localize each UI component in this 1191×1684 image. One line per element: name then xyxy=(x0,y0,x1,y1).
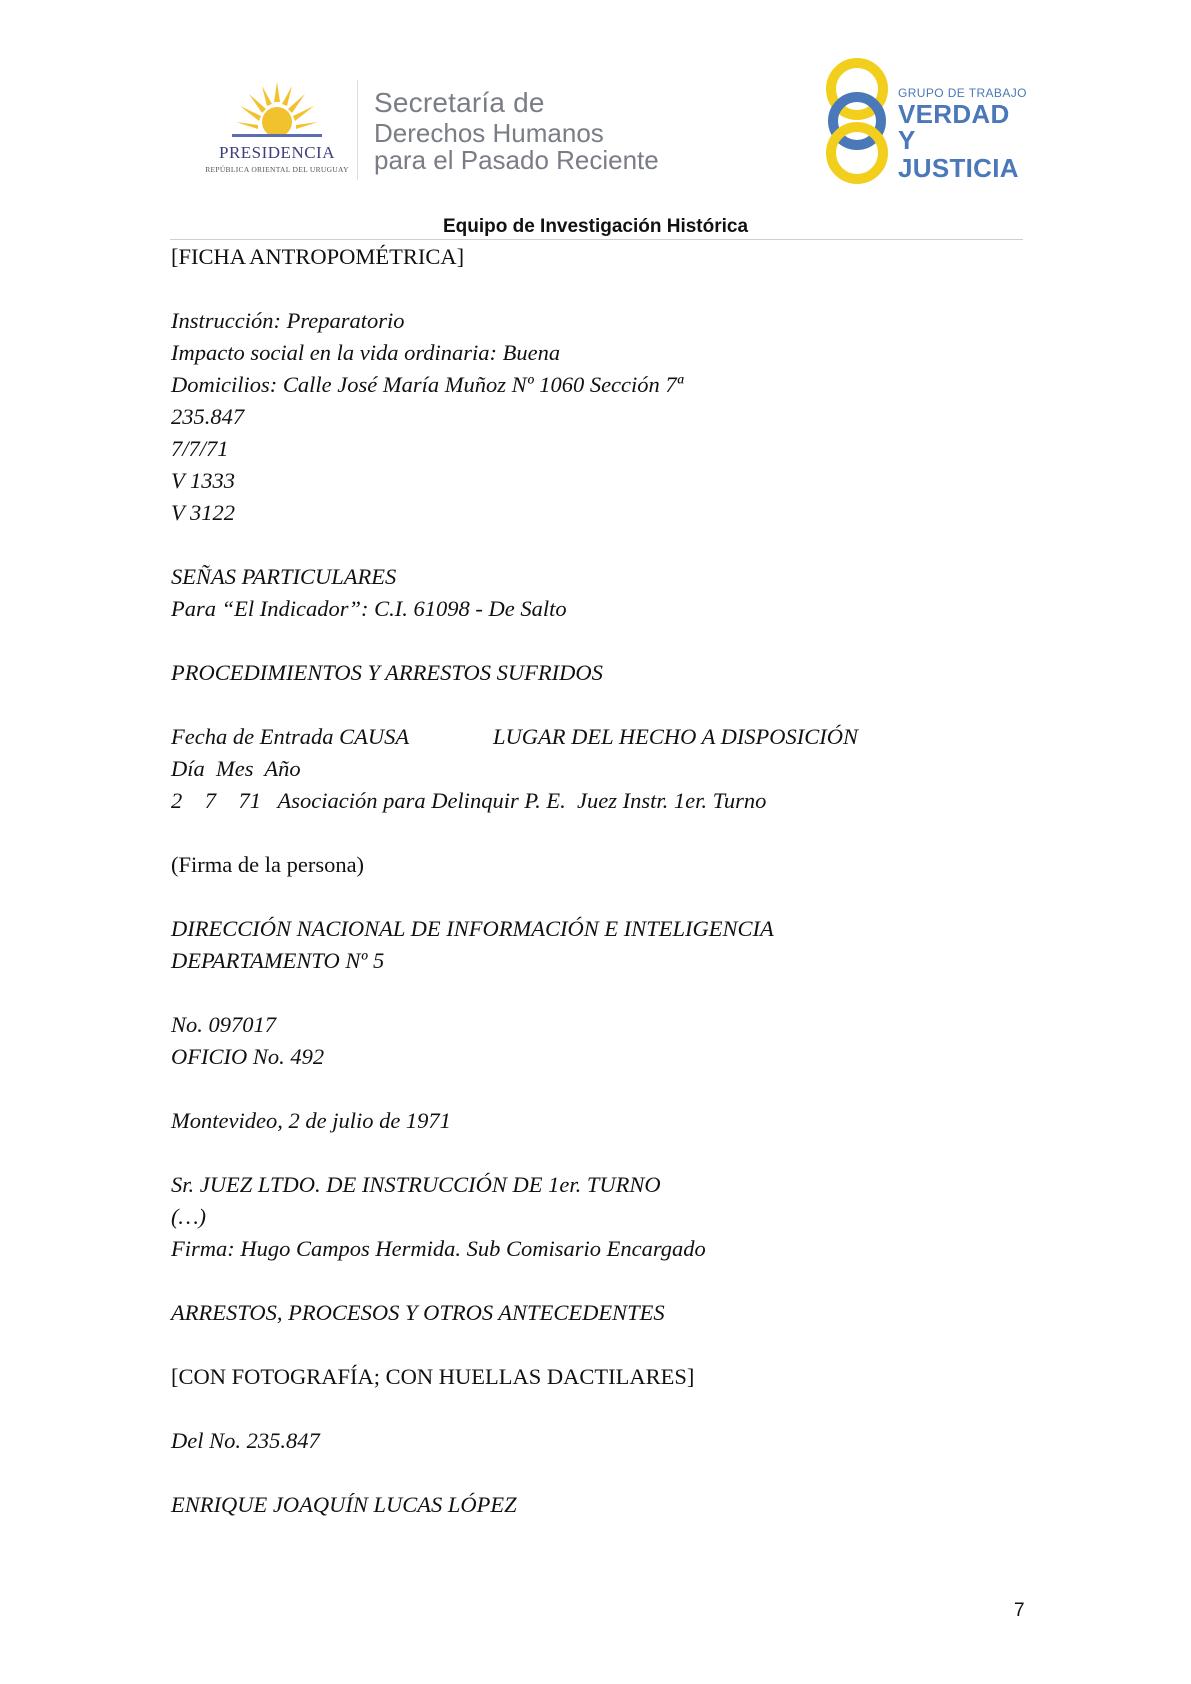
blank-line xyxy=(171,1137,1031,1169)
blank-line xyxy=(171,273,1031,305)
table-row-line: 2 7 71 Asociación para Delinquir P. E. Juez Instr. 1er. Turno xyxy=(171,788,767,813)
blank-line xyxy=(171,1329,1031,1361)
secretaria-logo xyxy=(374,89,659,173)
instruccion-line: Instrucción: Preparatorio xyxy=(171,308,405,333)
blank-line xyxy=(171,817,1031,849)
verdad-justicia-logo xyxy=(822,57,1032,185)
blank-line xyxy=(171,529,1031,561)
verdad-y-label: VERDAD Y xyxy=(898,99,1010,155)
procedimientos-heading: PROCEDIMIENTOS Y ARRESTOS SUFRIDOS xyxy=(171,660,603,685)
presidencia-name: PRESIDENCIA xyxy=(218,143,335,162)
blank-line xyxy=(171,1265,1031,1297)
blank-line xyxy=(171,977,1031,1009)
verdad-justicia-text xyxy=(898,87,1032,181)
interlocked-rings-icon xyxy=(822,57,892,185)
direccion-line: DIRECCIÓN NACIONAL DE INFORMACIÓN E INTELIGENCIA xyxy=(171,916,774,941)
team-title: Equipo de Investigación Histórica xyxy=(442,216,749,237)
numero-line: No. 097017 xyxy=(171,1012,277,1037)
firma-persona-line: (Firma de la persona) xyxy=(171,852,365,877)
domicilios-line: Domicilios: Calle José María Muñoz Nº 1060 Sección 7ª xyxy=(171,372,683,397)
justicia-label: JUSTICIA xyxy=(898,153,1019,183)
arrestos-heading: ARRESTOS, PROCESOS Y OTROS ANTECEDENTES xyxy=(171,1300,665,1325)
departamento-line: DEPARTAMENTO Nº 5 xyxy=(171,948,385,973)
blank-line xyxy=(171,1457,1031,1489)
date-line: 7/7/71 xyxy=(171,436,229,461)
impacto-social-line: Impacto social en la vida ordinaria: Buena xyxy=(171,340,561,365)
signature-line: Firma: Hugo Campos Hermida. Sub Comisario Encargado xyxy=(171,1236,706,1261)
indicador-line: Para “El Indicador”: C.I. 61098 - De Salto xyxy=(171,596,567,621)
v-code-line-2: V 3122 xyxy=(171,500,235,525)
sun-of-may-icon xyxy=(232,80,322,138)
ficha-heading: [FICHA ANTROPOMÉTRICA] xyxy=(171,244,465,269)
secretaria-line-3: para el Pasado Reciente xyxy=(374,145,659,175)
secretaria-line-1: Secretaría de xyxy=(374,87,545,118)
presidencia-subtitle: REPÚBLICA ORIENTAL DEL URUGUAY xyxy=(205,165,349,174)
oficio-line: OFICIO No. 492 xyxy=(171,1044,325,1069)
presidencia-logo xyxy=(196,80,358,180)
blank-line xyxy=(171,1073,1031,1105)
document-body xyxy=(171,241,1031,1521)
v-code-line-1: V 1333 xyxy=(171,468,235,493)
blank-line xyxy=(171,689,1031,721)
senas-heading: SEÑAS PARTICULARES xyxy=(171,564,397,589)
page-number: 7 xyxy=(1014,1600,1025,1621)
blank-line xyxy=(171,625,1031,657)
ellipsis-line: (…) xyxy=(171,1204,206,1229)
grupo-trabajo-label: GRUPO DE TRABAJO xyxy=(898,86,1027,100)
blank-line xyxy=(171,1393,1031,1425)
fotografia-note: [CON FOTOGRAFÍA; CON HUELLAS DACTILARES] xyxy=(171,1364,695,1389)
addressee-line: Sr. JUEZ LTDO. DE INSTRUCCIÓN DE 1er. TURNO xyxy=(171,1172,661,1197)
person-name-line: ENRIQUE JOAQUÍN LUCAS LÓPEZ xyxy=(171,1492,517,1517)
secretaria-line-2: Derechos Humanos xyxy=(374,118,604,148)
header-rule xyxy=(170,239,1023,240)
record-number-line: 235.847 xyxy=(171,404,245,429)
header-divider xyxy=(357,80,358,180)
blank-line xyxy=(171,881,1031,913)
place-date-line: Montevideo, 2 de julio de 1971 xyxy=(171,1108,451,1133)
table-subheader-line: Día Mes Año xyxy=(171,756,301,781)
table-header-line: Fecha de Entrada CAUSA LUGAR DEL HECHO A DISPOSICIÓN xyxy=(171,724,859,749)
del-numero-line: Del No. 235.847 xyxy=(171,1428,320,1453)
